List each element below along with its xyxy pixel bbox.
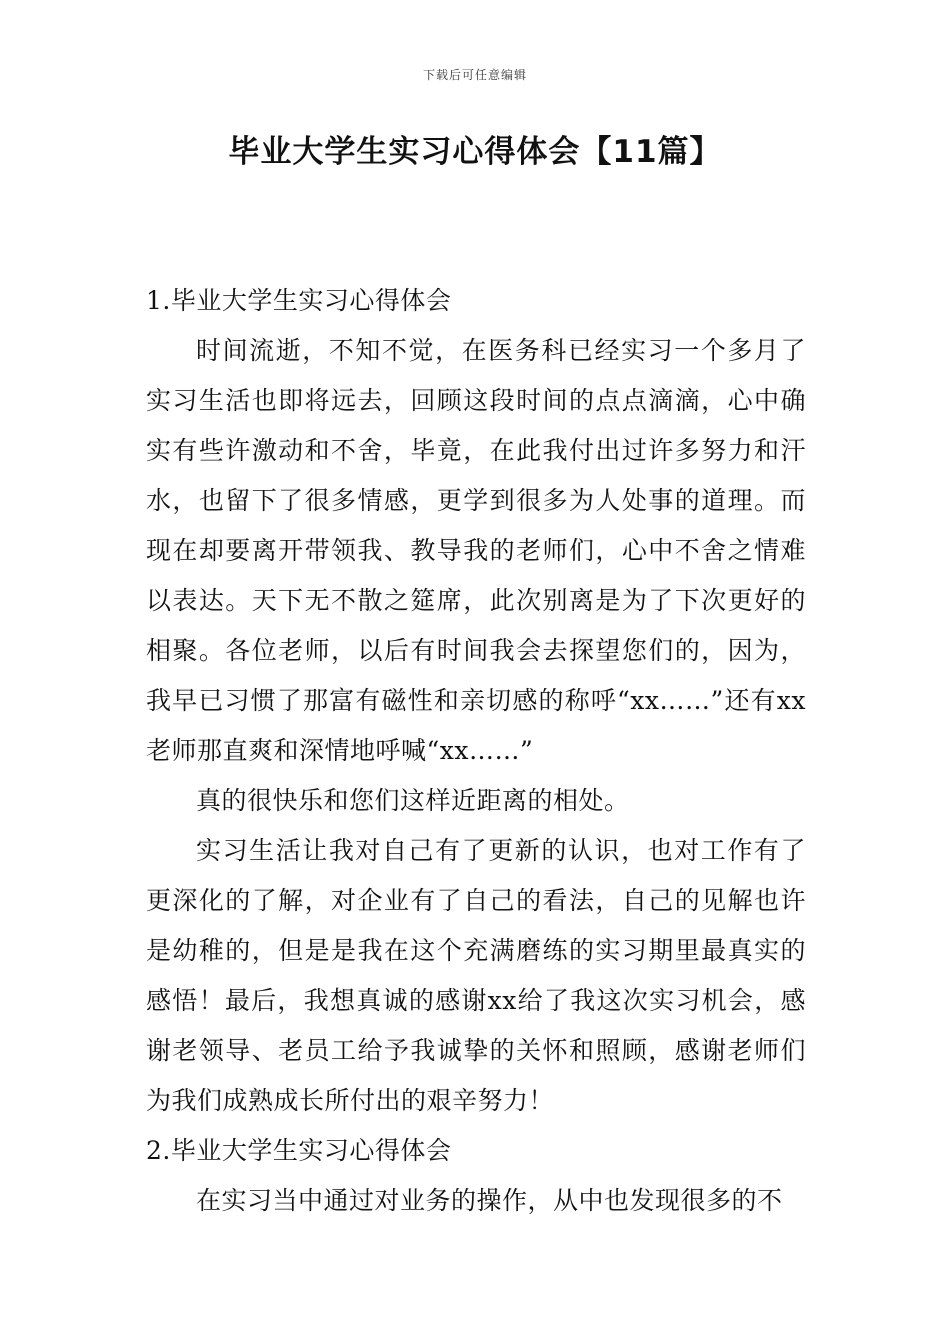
section-1-paragraph-3: 实习生活让我对自己有了更新的认识，也对工作有了更深化的了解，对企业有了自己的看法，自己的见解也许是幼稚的，但是是我在这个充满磨练的实习期里最真实的感悟！最后，我想真诚的感谢xx给了我这次实习机会，感谢老领导、老员工给予我诚挚的关怀和照顾，感谢老师们为我们成熟成长所付出的艰辛努力！ [146, 836, 806, 1115]
section-heading-2: 2.毕业大学生实习心得体会 [146, 1136, 452, 1165]
header-note: 下载后可任意编辑 [422, 68, 527, 82]
section-heading-1: 1.毕业大学生实习心得体会 [146, 286, 452, 315]
document-body [146, 276, 806, 1226]
document-title: 毕业大学生实习心得体会【11篇】 [228, 134, 722, 170]
section-2-paragraph-1: 在实习当中通过对业务的操作，从中也发现很多的不 [196, 1186, 783, 1215]
section-1-paragraph-2: 真的很快乐和您们这样近距离的相处。 [196, 786, 630, 815]
section-1-paragraph-1: 时间流逝，不知不觉，在医务科已经实习一个多月了实习生活也即将远去，回顾这段时间的点点滴滴，心中确实有些许激动和不舍，毕竟，在此我付出过许多努力和汗水，也留下了很多情感，更学到很多为人处事的道理。而现在却要离开带领我、教导我的老师们，心中不舍之情难以表达。天下无不散之筵席，此次别离是为了下次更好的相聚。各位老师，以后有时间我会去探望您们的，因为，我早已习惯了那富有磁性和亲切感的称呼“xx……”还有xx老师那直爽和深情地呼喊“xx……” [146, 336, 806, 765]
